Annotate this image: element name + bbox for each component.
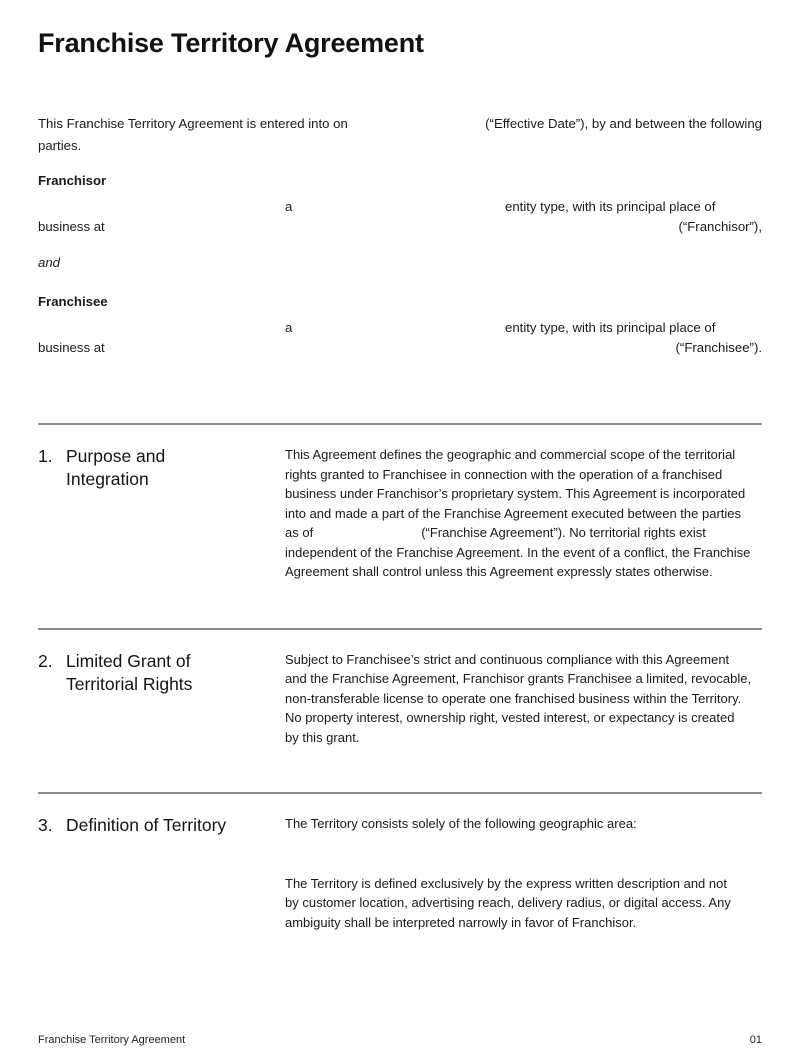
party-block-franchisor bbox=[38, 171, 762, 237]
section-2-body-lines bbox=[285, 650, 762, 748]
section-3-heading bbox=[66, 814, 226, 932]
document-page bbox=[0, 27, 800, 932]
section-1-body-lines bbox=[285, 445, 762, 523]
body-text-line: ambiguity shall be interpreted narrowly in favor of Franchisor. bbox=[285, 914, 637, 930]
body-text-line: into and made a part of the Franchise Agreement executed between the parties bbox=[285, 505, 742, 521]
intro-paragraph bbox=[38, 113, 762, 157]
franchisor-label: Franchisor bbox=[38, 173, 107, 189]
section-1-number: 1. bbox=[38, 446, 53, 467]
section-heading-line: Limited Grant of bbox=[66, 650, 191, 671]
body-text-line: business under Franchisor’s proprietary system. This Agreement is incorporated bbox=[285, 486, 746, 502]
footer-page-number: 01 bbox=[749, 1034, 762, 1046]
section-heading-line: Definition of Territory bbox=[66, 815, 227, 836]
intro-line1-left: This Franchise Territory Agreement is entered into on bbox=[38, 116, 348, 132]
party-block-franchisee bbox=[38, 292, 762, 358]
section-3-lead-line: The Territory consists solely of the following geographic area: bbox=[285, 816, 637, 832]
body-text-line: Subject to Franchisee’s strict and continuous compliance with this Agreement bbox=[285, 651, 730, 667]
franchisee-business-line bbox=[38, 338, 762, 358]
section-heading-line: Territorial Rights bbox=[66, 673, 193, 694]
intro-line-2: parties. bbox=[38, 138, 82, 154]
franchisor-entity-article: a bbox=[285, 199, 293, 215]
body-text-line: The Territory is defined exclusively by the express written description and not bbox=[285, 875, 727, 891]
intro-line-1 bbox=[38, 113, 762, 135]
franchisee-label: Franchisee bbox=[38, 294, 108, 310]
section-3-body bbox=[285, 814, 762, 932]
section-1-fill-in-line bbox=[285, 523, 762, 543]
franchisee-designation: (“Franchisee”). bbox=[675, 340, 762, 356]
franchisee-business-at-label: business at bbox=[38, 340, 105, 356]
section-2-heading bbox=[66, 650, 192, 748]
section-heading-line: Integration bbox=[66, 469, 149, 490]
body-text-line: and the Franchise Agreement, Franchisor grants Franchisee a limited, revocable, bbox=[285, 671, 752, 687]
section-purpose-and-integration bbox=[38, 425, 762, 582]
franchisor-designation: (“Franchisor”), bbox=[678, 219, 762, 235]
body-text-line: This Agreement defines the geographic and commercial scope of the territorial bbox=[285, 447, 736, 463]
fill-in-line-pre-text: as of bbox=[285, 525, 314, 541]
franchisor-entity-type-text: entity type, with its principal place of bbox=[505, 199, 716, 215]
franchisee-entity-line bbox=[38, 318, 762, 338]
page-footer bbox=[38, 1033, 762, 1047]
franchisee-entity-article: a bbox=[285, 320, 293, 336]
section-3-body-lines bbox=[285, 874, 762, 933]
body-text-line: Agreement shall control unless this Agreement expressly states otherwise. bbox=[285, 564, 713, 580]
section-2-number: 2. bbox=[38, 650, 53, 671]
section-1-heading bbox=[66, 445, 165, 582]
section-3-heading-column bbox=[38, 814, 285, 932]
section-3-number: 3. bbox=[38, 815, 53, 836]
section-1-heading-column bbox=[38, 445, 285, 582]
section-2-heading-column bbox=[38, 650, 285, 748]
page-title: Franchise Territory Agreement bbox=[38, 28, 424, 58]
section-2-body bbox=[285, 650, 762, 748]
body-text-line: independent of the Franchise Agreement. In the event of a conflict, the Franchise bbox=[285, 544, 751, 560]
section-1-body bbox=[285, 445, 762, 582]
franchisor-entity-line bbox=[38, 197, 762, 217]
body-text-line: rights granted to Franchisee in connection with the operation of a franchised bbox=[285, 466, 723, 482]
section-definition-of-territory bbox=[38, 794, 762, 932]
franchisee-entity-type-text: entity type, with its principal place of bbox=[505, 320, 716, 336]
footer-document-title: Franchise Territory Agreement bbox=[38, 1034, 186, 1046]
body-text-line: non-transferable license to operate one franchised business within the Territory. bbox=[285, 690, 742, 706]
body-text-line: by this grant. bbox=[285, 729, 360, 745]
franchisor-business-line bbox=[38, 217, 762, 237]
body-text-line: No property interest, ownership right, vested interest, or expectancy is created bbox=[285, 710, 735, 726]
intro-line1-right: (“Effective Date”), by and between the following bbox=[485, 116, 762, 132]
section-limited-grant bbox=[38, 630, 762, 748]
franchisor-business-at-label: business at bbox=[38, 219, 105, 235]
section-heading-line: Purpose and bbox=[66, 446, 166, 467]
blank-fill-in-space bbox=[313, 523, 421, 543]
fill-in-line-post-text: (“Franchise Agreement”). No territorial rights exist bbox=[421, 525, 706, 541]
parties-conjunction: and bbox=[38, 255, 61, 271]
section-1-body-lines-after bbox=[285, 543, 762, 582]
body-text-line: by customer location, advertising reach, delivery radius, or digital access. Any bbox=[285, 895, 731, 911]
